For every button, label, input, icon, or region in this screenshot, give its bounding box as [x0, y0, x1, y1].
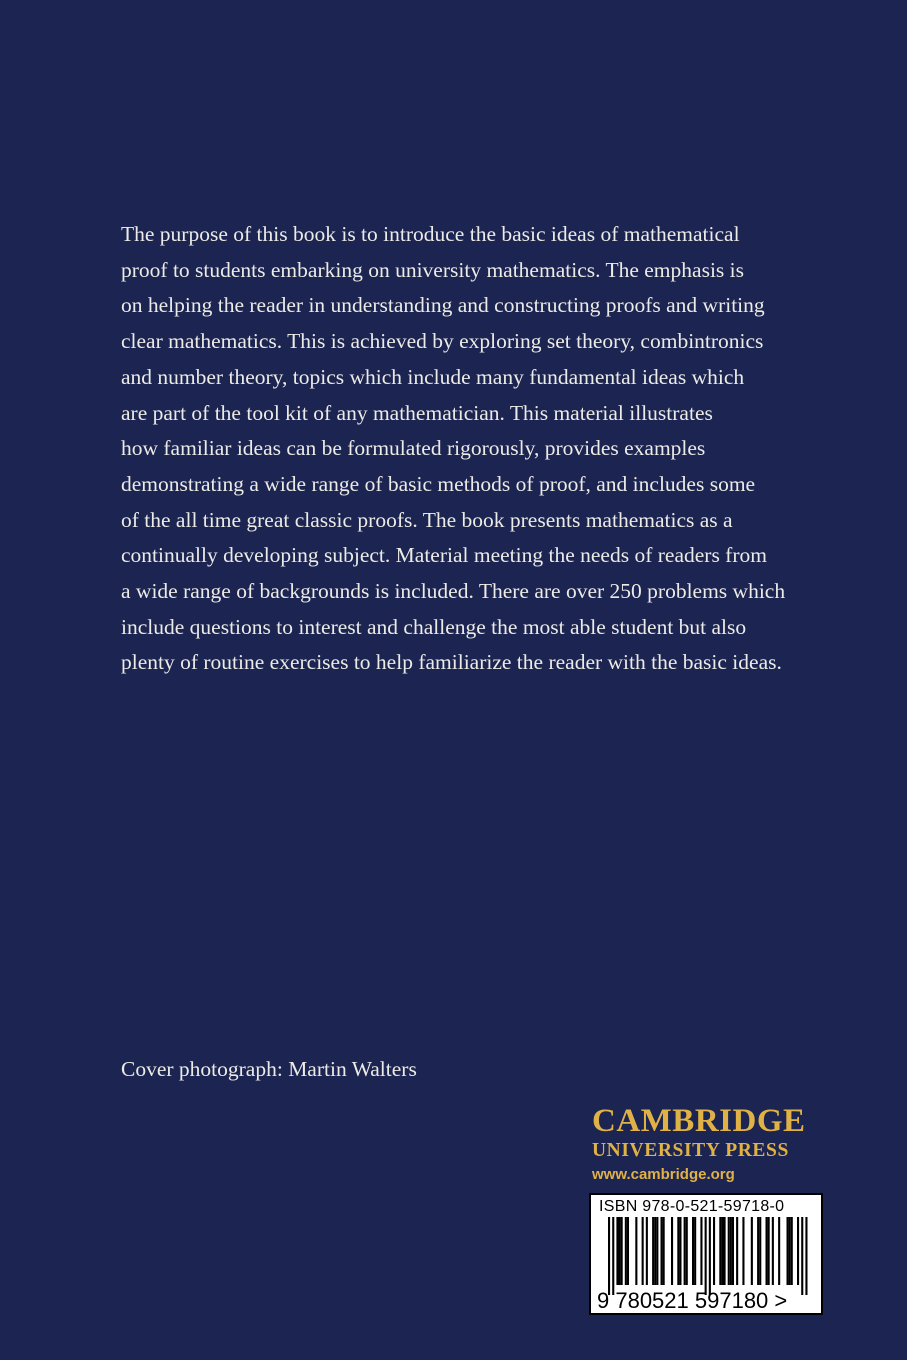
- blurb-line: continually developing subject. Material meeting the needs of readers from: [121, 543, 767, 568]
- blurb-line: and number theory, topics which include many fundamental ideas which: [121, 364, 745, 389]
- barcode-bar: [671, 1217, 673, 1285]
- barcode-bar: [772, 1217, 774, 1285]
- barcode-bar: [612, 1217, 614, 1295]
- barcode-bar: [789, 1217, 791, 1285]
- barcode-bar: [709, 1217, 711, 1295]
- barcode-bar: [721, 1217, 723, 1285]
- barcode-bar: [736, 1217, 738, 1285]
- blurb-line: The purpose of this book is to introduce the basic ideas of mathematical: [121, 222, 740, 246]
- blurb-line: a wide range of backgrounds is included. There are over 250 problems which: [121, 579, 786, 604]
- barcode-digits: 9 780521 597180 >: [597, 1288, 788, 1313]
- barcode-bar: [663, 1217, 665, 1285]
- barcode-bar: [608, 1217, 610, 1295]
- barcode-bar: [700, 1217, 702, 1285]
- barcode-bar: [621, 1217, 623, 1285]
- barcode-bar: [778, 1217, 780, 1285]
- publisher-logo: [592, 1103, 832, 1185]
- barcode-bar: [692, 1217, 694, 1285]
- barcode-bar: [724, 1217, 726, 1285]
- barcode-bar: [719, 1217, 721, 1285]
- barcode-bar: [679, 1217, 681, 1285]
- barcode-bar: [751, 1217, 753, 1285]
- blurb-line: of the all time great classic proofs. The book presents mathematics as a: [121, 507, 733, 532]
- blurb-line: plenty of routine exercises to help familiarize the reader with the basic ideas.: [121, 650, 782, 675]
- isbn-label: ISBN 978-0-521-59718-0: [599, 1198, 785, 1215]
- barcode-bar: [677, 1217, 679, 1285]
- barcode-bar: [694, 1217, 696, 1285]
- barcode-bar: [732, 1217, 734, 1285]
- barcode-bar: [635, 1217, 637, 1285]
- publisher-name: CAMBRIDGE: [592, 1103, 806, 1139]
- blurb-line: are part of the tool kit of any mathematician. This material illustrates: [121, 400, 713, 425]
- barcode-bar: [713, 1217, 715, 1285]
- barcode-bar: [656, 1217, 658, 1285]
- cover-photo-credit: Cover photograph: Martin Walters: [121, 1057, 417, 1081]
- blurb-text: [121, 217, 841, 681]
- barcode-bar: [684, 1217, 686, 1285]
- blurb-line: include questions to interest and challenge the most able student but also: [121, 614, 747, 639]
- barcode-bar: [791, 1217, 793, 1285]
- barcode-bar: [654, 1217, 656, 1285]
- barcode-bar: [759, 1217, 761, 1285]
- blurb-line: on helping the reader in understanding and constructing proofs and writing: [121, 293, 765, 318]
- barcode-bar: [705, 1217, 707, 1295]
- isbn-barcode: [589, 1193, 823, 1315]
- barcode-bar: [730, 1217, 732, 1285]
- barcode-bar: [686, 1217, 688, 1285]
- barcode-bar: [616, 1217, 618, 1285]
- barcode-bar: [768, 1217, 770, 1285]
- barcode-bar: [742, 1217, 744, 1285]
- barcode-bar: [661, 1217, 663, 1285]
- barcode-bar: [797, 1217, 799, 1285]
- blurb-line: demonstrating a wide range of basic methods of proof, and includes some: [121, 471, 756, 496]
- blurb-line: clear mathematics. This is achieved by exploring set theory, combintronics: [121, 329, 764, 354]
- barcode-bar: [801, 1217, 803, 1295]
- blurb-line: proof to students embarking on university mathematics. The emphasis is: [121, 257, 744, 282]
- barcode-bar: [787, 1217, 789, 1285]
- barcode-bar: [625, 1217, 627, 1285]
- barcode-bar: [728, 1217, 730, 1285]
- barcode-bar: [652, 1217, 654, 1285]
- publisher-url: www.cambridge.org: [592, 1166, 735, 1183]
- barcode-bar: [766, 1217, 768, 1285]
- barcode-bar: [757, 1217, 759, 1285]
- barcode-bar: [646, 1217, 648, 1285]
- blurb-line: how familiar ideas can be formulated rigorously, provides examples: [121, 436, 706, 461]
- barcode-bar: [619, 1217, 621, 1285]
- barcode-bar: [627, 1217, 629, 1285]
- barcode-bar: [642, 1217, 644, 1285]
- barcode-bar: [805, 1217, 807, 1295]
- publisher-subtitle: UNIVERSITY PRESS: [592, 1140, 789, 1161]
